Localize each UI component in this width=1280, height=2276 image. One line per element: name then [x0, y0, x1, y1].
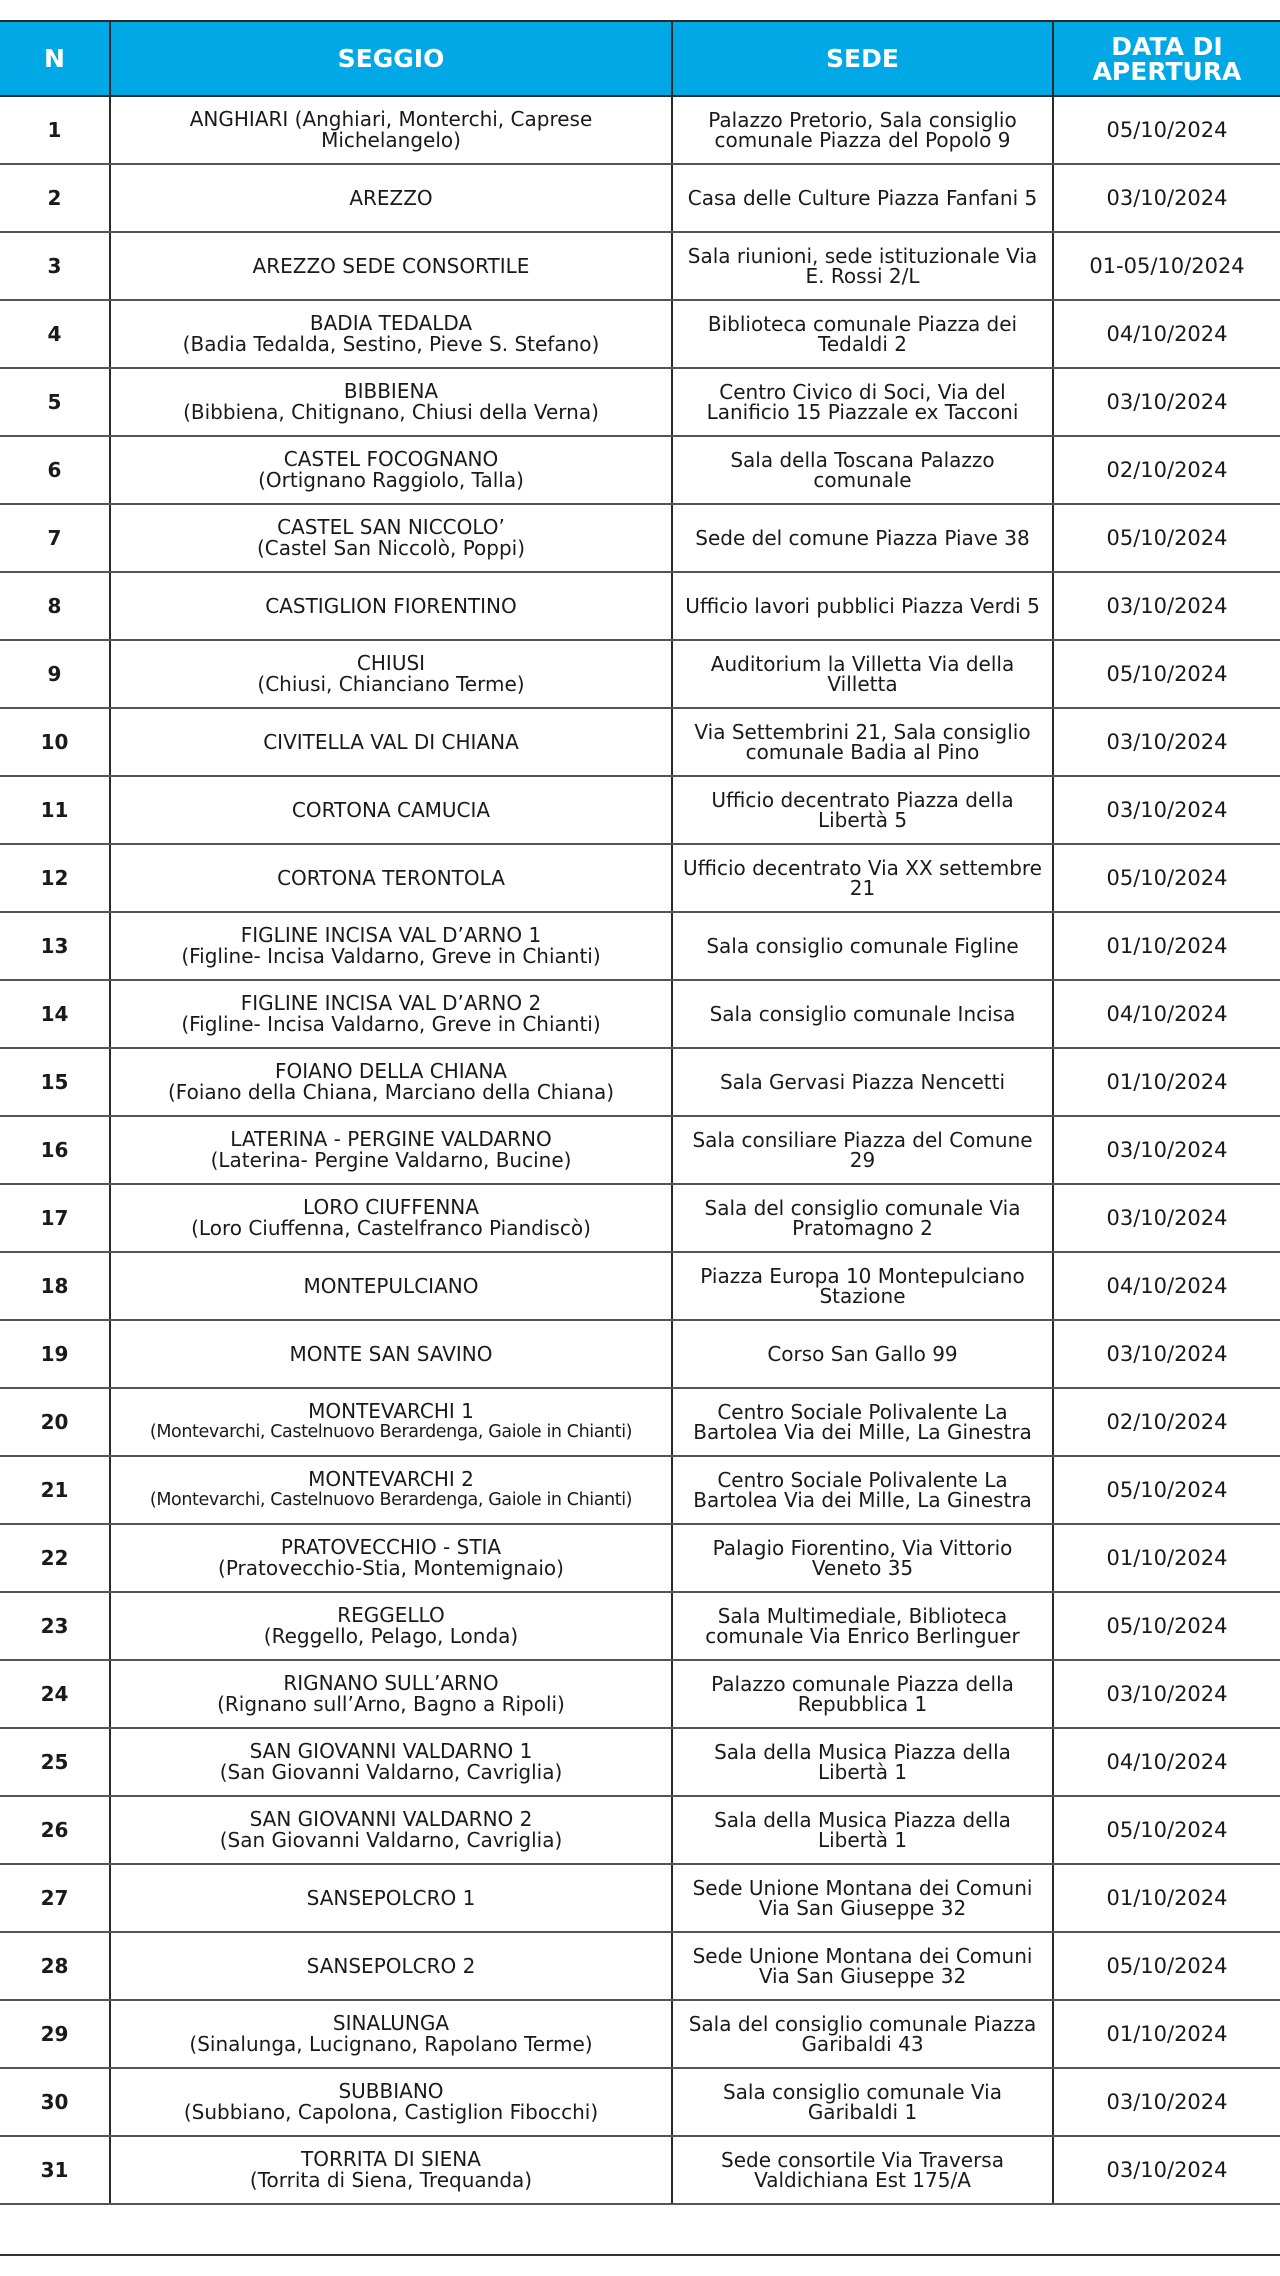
seggio-name: FIGLINE INCISA VAL D’ARNO 2	[240, 991, 542, 1015]
seggio-name: CASTIGLION FIORENTINO	[265, 593, 517, 618]
row-seggio	[110, 504, 672, 572]
row-sede: Sala del consiglio comunale Piazza Garibaldi 43	[672, 2000, 1053, 2068]
row-data-apertura: 03/10/2024	[1053, 1184, 1280, 1252]
seggio-municipalities: (Badia Tedalda, Sestino, Pieve S. Stefano)	[182, 332, 600, 356]
row-number: 3	[0, 232, 110, 300]
row-sede: Ufficio decentrato Via XX settembre 21	[672, 844, 1053, 912]
row-sede: Sala consiliare Piazza del Comune 29	[672, 1116, 1053, 1184]
row-sede: Sala Multimediale, Biblioteca comunale Via Enrico Berlinguer	[672, 1592, 1053, 1660]
table-row	[0, 776, 1280, 844]
seggio-municipalities: (Foiano della Chiana, Marciano della Chiana)	[167, 1080, 615, 1104]
table-row	[0, 1592, 1280, 1660]
seggio-name: FIGLINE INCISA VAL D’ARNO 1	[240, 923, 542, 947]
table-header-row	[0, 21, 1280, 96]
row-number: 22	[0, 1524, 110, 1592]
row-number: 20	[0, 1388, 110, 1456]
table-row	[0, 1932, 1280, 2000]
row-data-apertura: 03/10/2024	[1053, 1660, 1280, 1728]
row-sede: Sala della Musica Piazza della Libertà 1	[672, 1796, 1053, 1864]
row-seggio	[110, 572, 672, 640]
row-seggio	[110, 776, 672, 844]
row-seggio	[110, 1660, 672, 1728]
row-seggio	[110, 232, 672, 300]
row-seggio	[110, 1728, 672, 1796]
seggio-municipalities: (Montevarchi, Castelnuovo Berardenga, Gaiole in Chianti)	[149, 1422, 633, 1442]
header-n: N	[0, 21, 110, 96]
row-seggio	[110, 1456, 672, 1524]
seggio-name: ANGHIARI (Anghiari, Monterchi, Caprese Michelangelo)	[189, 107, 593, 152]
table-row	[0, 1456, 1280, 1524]
header-data-apertura: DATA DI APERTURA	[1053, 21, 1280, 96]
row-data-apertura: 05/10/2024	[1053, 1456, 1280, 1524]
row-data-apertura: 03/10/2024	[1053, 2136, 1280, 2204]
seggio-name: MONTEPULCIANO	[303, 1273, 479, 1298]
row-seggio	[110, 1184, 672, 1252]
row-number: 25	[0, 1728, 110, 1796]
row-sede: Centro Sociale Polivalente La Bartolea Via dei Mille, La Ginestra	[672, 1456, 1053, 1524]
row-data-apertura: 04/10/2024	[1053, 300, 1280, 368]
row-number: 29	[0, 2000, 110, 2068]
row-sede: Sala consiglio comunale Via Garibaldi 1	[672, 2068, 1053, 2136]
row-data-apertura: 04/10/2024	[1053, 1252, 1280, 1320]
seggio-name: REGGELLO	[337, 1603, 445, 1627]
row-sede: Palagio Fiorentino, Via Vittorio Veneto 35	[672, 1524, 1053, 1592]
seggio-municipalities: (Pratovecchio-Stia, Montemignaio)	[218, 1556, 564, 1580]
row-sede: Auditorium la Villetta Via della Villetta	[672, 640, 1053, 708]
header-sede: SEDE	[672, 21, 1053, 96]
row-seggio	[110, 1932, 672, 2000]
row-number: 2	[0, 164, 110, 232]
row-seggio	[110, 1252, 672, 1320]
row-number: 7	[0, 504, 110, 572]
row-seggio	[110, 708, 672, 776]
row-sede: Sede consortile Via Traversa Valdichiana Est 175/A	[672, 2136, 1053, 2204]
row-seggio	[110, 1116, 672, 1184]
seggio-municipalities: (Figline- Incisa Valdarno, Greve in Chianti)	[181, 944, 601, 968]
table-row	[0, 1320, 1280, 1388]
table-row	[0, 640, 1280, 708]
row-number: 13	[0, 912, 110, 980]
seggio-municipalities: (Montevarchi, Castelnuovo Berardenga, Gaiole in Chianti)	[149, 1490, 633, 1510]
row-data-apertura: 05/10/2024	[1053, 844, 1280, 912]
row-data-apertura: 05/10/2024	[1053, 640, 1280, 708]
table-row	[0, 1796, 1280, 1864]
row-data-apertura: 05/10/2024	[1053, 1592, 1280, 1660]
seggio-name: TORRITA DI SIENA	[301, 2147, 481, 2171]
row-sede: Sala riunioni, sede istituzionale Via E. Rossi 2/L	[672, 232, 1053, 300]
seggio-name: RIGNANO SULL’ARNO	[283, 1671, 499, 1695]
row-seggio	[110, 368, 672, 436]
table-row	[0, 708, 1280, 776]
row-sede: Sala della Musica Piazza della Libertà 1	[672, 1728, 1053, 1796]
row-sede: Sala del consiglio comunale Via Pratomagno 2	[672, 1184, 1053, 1252]
row-data-apertura: 03/10/2024	[1053, 164, 1280, 232]
seggio-municipalities: (Torrita di Siena, Trequanda)	[249, 2168, 533, 2192]
row-number: 21	[0, 1456, 110, 1524]
row-seggio	[110, 1592, 672, 1660]
row-data-apertura: 02/10/2024	[1053, 436, 1280, 504]
row-sede: Sala consiglio comunale Incisa	[672, 980, 1053, 1048]
table-row	[0, 2136, 1280, 2204]
row-data-apertura: 05/10/2024	[1053, 504, 1280, 572]
seggio-name: BIBBIENA	[343, 379, 439, 403]
row-number: 8	[0, 572, 110, 640]
row-number: 5	[0, 368, 110, 436]
row-number: 6	[0, 436, 110, 504]
row-seggio	[110, 1388, 672, 1456]
row-data-apertura: 03/10/2024	[1053, 368, 1280, 436]
row-data-apertura: 01/10/2024	[1053, 1048, 1280, 1116]
row-data-apertura: 04/10/2024	[1053, 980, 1280, 1048]
row-number: 14	[0, 980, 110, 1048]
row-sede: Biblioteca comunale Piazza dei Tedaldi 2	[672, 300, 1053, 368]
row-sede: Sala della Toscana Palazzo comunale	[672, 436, 1053, 504]
row-number: 9	[0, 640, 110, 708]
seggio-municipalities: (Reggello, Pelago, Londa)	[263, 1624, 519, 1648]
row-number: 4	[0, 300, 110, 368]
seggio-municipalities: (Laterina- Pergine Valdarno, Bucine)	[210, 1148, 572, 1172]
table-row	[0, 164, 1280, 232]
seggio-name: SINALUNGA	[332, 2011, 450, 2035]
row-number: 28	[0, 1932, 110, 2000]
row-data-apertura: 02/10/2024	[1053, 1388, 1280, 1456]
table-row	[0, 232, 1280, 300]
table-row	[0, 1864, 1280, 1932]
seggio-name: MONTEVARCHI 2	[308, 1467, 474, 1491]
seggio-municipalities: (Chiusi, Chianciano Terme)	[257, 672, 525, 696]
polling-stations-table	[0, 20, 1280, 2205]
table-row	[0, 1184, 1280, 1252]
seggio-name: BADIA TEDALDA	[309, 311, 473, 335]
seggio-name: CASTEL SAN NICCOLO’	[277, 515, 505, 539]
seggio-municipalities: (Bibbiena, Chitignano, Chiusi della Verna)	[183, 400, 599, 424]
row-seggio	[110, 980, 672, 1048]
row-seggio	[110, 912, 672, 980]
table-row	[0, 1524, 1280, 1592]
row-number: 26	[0, 1796, 110, 1864]
table-row	[0, 1728, 1280, 1796]
seggio-name: SANSEPOLCRO 2	[306, 1953, 476, 1978]
row-data-apertura: 01-05/10/2024	[1053, 232, 1280, 300]
table-row	[0, 436, 1280, 504]
table-row	[0, 2068, 1280, 2136]
row-data-apertura: 01/10/2024	[1053, 1524, 1280, 1592]
table-row	[0, 980, 1280, 1048]
row-data-apertura: 03/10/2024	[1053, 1320, 1280, 1388]
seggio-municipalities: (Ortignano Raggiolo, Talla)	[258, 468, 524, 492]
seggio-name: SAN GIOVANNI VALDARNO 2	[249, 1807, 533, 1831]
row-seggio	[110, 96, 672, 164]
table-row	[0, 572, 1280, 640]
row-data-apertura: 05/10/2024	[1053, 1932, 1280, 2000]
table-row	[0, 1048, 1280, 1116]
row-sede: Sede del comune Piazza Piave 38	[672, 504, 1053, 572]
row-sede: Centro Sociale Polivalente La Bartolea Via dei Mille, La Ginestra	[672, 1388, 1053, 1456]
seggio-municipalities: (Figline- Incisa Valdarno, Greve in Chianti)	[181, 1012, 601, 1036]
row-data-apertura: 01/10/2024	[1053, 912, 1280, 980]
row-number: 17	[0, 1184, 110, 1252]
row-seggio	[110, 844, 672, 912]
seggio-name: SAN GIOVANNI VALDARNO 1	[249, 1739, 533, 1763]
row-number: 10	[0, 708, 110, 776]
row-sede: Casa delle Culture Piazza Fanfani 5	[672, 164, 1053, 232]
row-data-apertura: 03/10/2024	[1053, 2068, 1280, 2136]
row-sede: Sede Unione Montana dei Comuni Via San Giuseppe 32	[672, 1864, 1053, 1932]
seggio-name: LORO CIUFFENNA	[303, 1195, 479, 1219]
row-number: 11	[0, 776, 110, 844]
seggio-municipalities: (San Giovanni Valdarno, Cavriglia)	[219, 1828, 563, 1852]
row-number: 31	[0, 2136, 110, 2204]
seggio-name: CASTEL FOCOGNANO	[283, 447, 499, 471]
seggio-municipalities: (San Giovanni Valdarno, Cavriglia)	[219, 1760, 563, 1784]
row-sede: Palazzo comunale Piazza della Repubblica 1	[672, 1660, 1053, 1728]
table-row	[0, 300, 1280, 368]
seggio-name: MONTE SAN SAVINO	[289, 1341, 493, 1366]
row-sede: Sala consiglio comunale Figline	[672, 912, 1053, 980]
row-sede: Via Settembrini 21, Sala consiglio comunale Badia al Pino	[672, 708, 1053, 776]
seggio-name: SANSEPOLCRO 1	[306, 1885, 476, 1910]
row-number: 19	[0, 1320, 110, 1388]
seggio-name: FOIANO DELLA CHIANA	[275, 1059, 507, 1083]
seggio-name: SUBBIANO	[338, 2079, 444, 2103]
row-sede: Palazzo Pretorio, Sala consiglio comunale Piazza del Popolo 9	[672, 96, 1053, 164]
row-seggio	[110, 2068, 672, 2136]
row-number: 23	[0, 1592, 110, 1660]
seggio-name: MONTEVARCHI 1	[308, 1399, 474, 1423]
seggio-municipalities: (Rignano sull’Arno, Bagno a Ripoli)	[217, 1692, 565, 1716]
row-data-apertura: 03/10/2024	[1053, 1116, 1280, 1184]
row-seggio	[110, 436, 672, 504]
row-seggio	[110, 300, 672, 368]
row-data-apertura: 04/10/2024	[1053, 1728, 1280, 1796]
row-sede: Ufficio lavori pubblici Piazza Verdi 5	[672, 572, 1053, 640]
seggio-municipalities: (Loro Ciuffenna, Castelfranco Piandiscò)	[191, 1216, 591, 1240]
row-seggio	[110, 1864, 672, 1932]
row-sede: Centro Civico di Soci, Via del Lanificio 15 Piazzale ex Tacconi	[672, 368, 1053, 436]
table-row	[0, 1388, 1280, 1456]
row-seggio	[110, 1320, 672, 1388]
row-data-apertura: 01/10/2024	[1053, 2000, 1280, 2068]
seggio-name: LATERINA - PERGINE VALDARNO	[230, 1127, 552, 1151]
seggio-name: PRATOVECCHIO - STIA	[280, 1535, 502, 1559]
row-number: 12	[0, 844, 110, 912]
header-seggio: SEGGIO	[110, 21, 672, 96]
seggio-municipalities: (Castel San Niccolò, Poppi)	[256, 536, 526, 560]
table-row	[0, 1252, 1280, 1320]
row-seggio	[110, 2000, 672, 2068]
row-data-apertura: 03/10/2024	[1053, 572, 1280, 640]
table-row	[0, 96, 1280, 164]
row-seggio	[110, 1524, 672, 1592]
seggio-name: AREZZO SEDE CONSORTILE	[252, 253, 530, 278]
row-number: 18	[0, 1252, 110, 1320]
row-sede: Sala Gervasi Piazza Nencetti	[672, 1048, 1053, 1116]
table-row	[0, 844, 1280, 912]
footer-divider	[0, 2254, 1280, 2256]
table-row	[0, 1660, 1280, 1728]
seggio-municipalities: (Subbiano, Capolona, Castiglion Fibocchi)	[183, 2100, 599, 2124]
row-data-apertura: 05/10/2024	[1053, 1796, 1280, 1864]
row-number: 24	[0, 1660, 110, 1728]
table-row	[0, 912, 1280, 980]
row-seggio	[110, 1796, 672, 1864]
row-sede: Ufficio decentrato Piazza della Libertà 5	[672, 776, 1053, 844]
seggio-municipalities: (Sinalunga, Lucignano, Rapolano Terme)	[189, 2032, 593, 2056]
seggio-name: CIVITELLA VAL DI CHIANA	[263, 729, 519, 754]
row-number: 30	[0, 2068, 110, 2136]
row-sede: Sede Unione Montana dei Comuni Via San Giuseppe 32	[672, 1932, 1053, 2000]
seggio-name: CHIUSI	[356, 651, 426, 675]
table-row	[0, 504, 1280, 572]
row-seggio	[110, 1048, 672, 1116]
row-data-apertura: 05/10/2024	[1053, 96, 1280, 164]
row-data-apertura: 01/10/2024	[1053, 1864, 1280, 1932]
seggio-name: CORTONA CAMUCIA	[291, 797, 491, 822]
row-seggio	[110, 164, 672, 232]
row-number: 27	[0, 1864, 110, 1932]
row-seggio	[110, 640, 672, 708]
row-number: 16	[0, 1116, 110, 1184]
seggio-name: AREZZO	[349, 185, 433, 210]
row-number: 1	[0, 96, 110, 164]
seggio-name: CORTONA TERONTOLA	[277, 865, 505, 890]
table-row	[0, 368, 1280, 436]
row-data-apertura: 03/10/2024	[1053, 708, 1280, 776]
row-sede: Corso San Gallo 99	[672, 1320, 1053, 1388]
row-seggio	[110, 2136, 672, 2204]
table-row	[0, 2000, 1280, 2068]
row-data-apertura: 03/10/2024	[1053, 776, 1280, 844]
row-sede: Piazza Europa 10 Montepulciano Stazione	[672, 1252, 1053, 1320]
row-number: 15	[0, 1048, 110, 1116]
table-row	[0, 1116, 1280, 1184]
